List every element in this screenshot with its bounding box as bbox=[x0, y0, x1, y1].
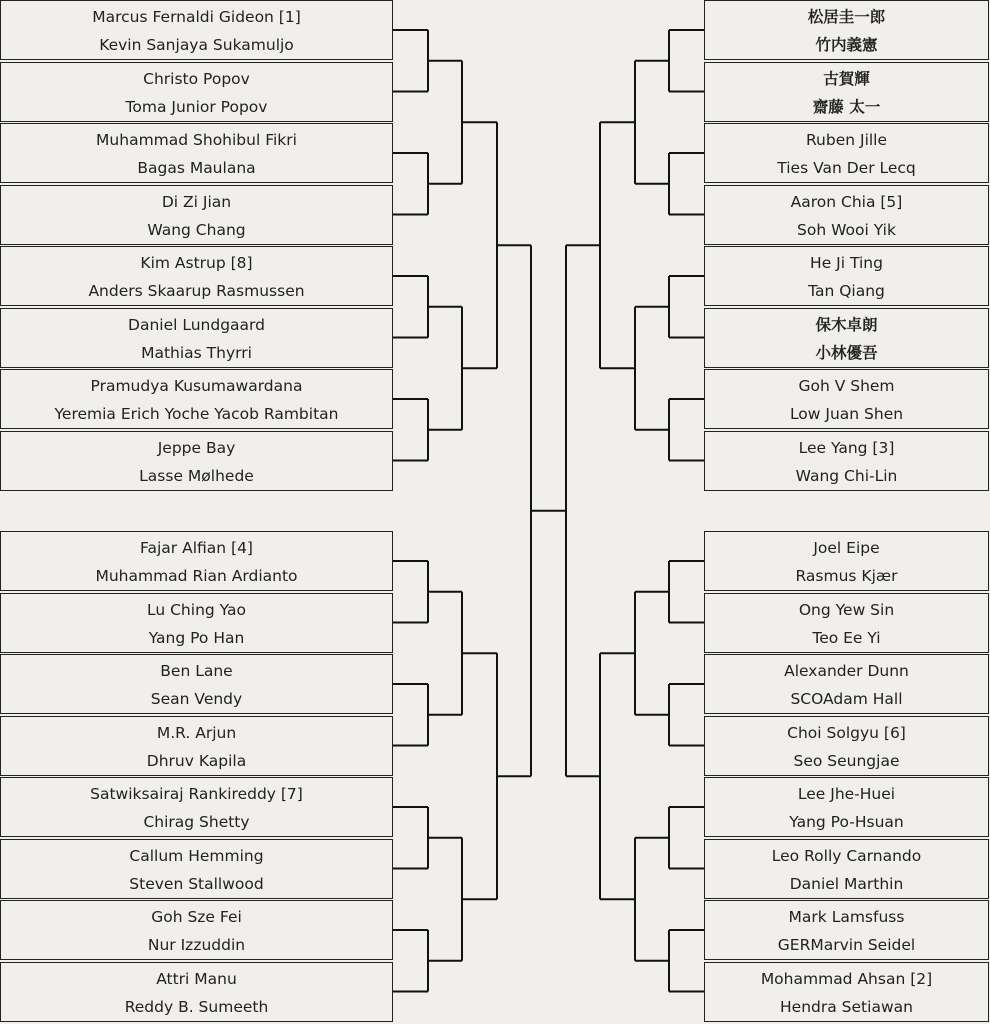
player-name: Ties Van Der Lecq bbox=[777, 159, 916, 177]
player-name: Goh V Shem bbox=[798, 377, 895, 395]
player-name: Chirag Shetty bbox=[143, 813, 250, 831]
player-name: Fajar Alfian [4] bbox=[140, 539, 253, 557]
player-name: 松居圭一郎 bbox=[807, 8, 886, 26]
player-name: Reddy B. Sumeeth bbox=[124, 997, 269, 1016]
player-name: Rasmus Kjær bbox=[795, 567, 898, 585]
player-name: Jeppe Bay bbox=[157, 438, 236, 457]
team-box bbox=[704, 185, 989, 245]
player-name: Choi Solgyu [6] bbox=[787, 723, 906, 742]
team-box bbox=[0, 777, 393, 837]
player-name: Mark Lamsfuss bbox=[788, 908, 905, 926]
player-name: 古賀輝 bbox=[823, 69, 870, 88]
player-name: He Ji Ting bbox=[810, 254, 883, 272]
team-box bbox=[0, 654, 393, 714]
player-name: Satwiksairaj Rankireddy [7] bbox=[90, 785, 303, 803]
player-name: Hendra Setiawan bbox=[780, 997, 913, 1016]
team-box bbox=[0, 431, 393, 491]
player-name: Yang Po Han bbox=[148, 628, 245, 647]
player-name: Daniel Marthin bbox=[789, 874, 904, 893]
team-box bbox=[704, 369, 989, 429]
player-name: Anders Skaarup Rasmussen bbox=[88, 282, 305, 300]
team-box bbox=[704, 593, 989, 653]
player-name: Nur Izzuddin bbox=[147, 936, 246, 954]
player-name: 齋藤 太一 bbox=[812, 97, 881, 116]
player-name: Yeremia Erich Yoche Yacob Rambitan bbox=[54, 405, 339, 423]
team-box bbox=[0, 593, 393, 653]
player-name: Yang Po-Hsuan bbox=[789, 813, 904, 831]
team-box bbox=[704, 900, 989, 960]
team-box bbox=[0, 900, 393, 960]
player-name: Sean Vendy bbox=[150, 690, 243, 708]
player-name: Aaron Chia [5] bbox=[790, 192, 903, 211]
player-name: Daniel Lundgaard bbox=[128, 315, 265, 334]
team-box bbox=[0, 62, 393, 122]
player-name: Leo Rolly Carnando bbox=[771, 846, 922, 865]
team-box bbox=[704, 62, 989, 122]
player-name: Ben Lane bbox=[160, 662, 233, 680]
player-name: Lee Jhe-Huei bbox=[797, 785, 896, 803]
player-name: Muhammad Rian Ardianto bbox=[95, 567, 298, 585]
player-name: Pramudya Kusumawardana bbox=[90, 377, 303, 395]
player-name: M.R. Arjun bbox=[156, 723, 237, 742]
player-name: 竹内義憲 bbox=[815, 36, 878, 54]
team-box bbox=[704, 431, 989, 491]
team-box bbox=[0, 716, 393, 776]
team-box bbox=[704, 531, 989, 591]
player-name: Mathias Thyrri bbox=[141, 343, 252, 362]
team-box bbox=[704, 246, 989, 306]
player-name: Steven Stallwood bbox=[129, 874, 264, 893]
team-box bbox=[704, 0, 989, 60]
player-name: Lu Ching Yao bbox=[147, 600, 246, 619]
player-name: Tan Qiang bbox=[808, 282, 885, 300]
player-name: Lasse Mølhede bbox=[139, 466, 254, 485]
player-name: Kim Astrup [8] bbox=[140, 254, 253, 272]
player-name: 小林優吾 bbox=[815, 343, 878, 362]
team-box bbox=[0, 962, 393, 1022]
team-box bbox=[0, 308, 393, 368]
player-name: Di Zi Jian bbox=[161, 192, 232, 211]
player-name: Bagas Maulana bbox=[137, 159, 256, 177]
player-name: Wang Chi-Lin bbox=[795, 466, 898, 485]
player-name: Ruben Jille bbox=[805, 131, 888, 149]
team-box bbox=[704, 654, 989, 714]
team-box bbox=[0, 531, 393, 591]
player-name: Toma Junior Popov bbox=[125, 97, 268, 116]
player-name: Marcus Fernaldi Gideon [1] bbox=[92, 8, 301, 26]
team-box bbox=[704, 716, 989, 776]
team-box bbox=[0, 0, 393, 60]
team-box bbox=[704, 777, 989, 837]
team-box bbox=[0, 123, 393, 183]
team-box bbox=[0, 246, 393, 306]
player-name: Callum Hemming bbox=[129, 846, 264, 865]
team-box bbox=[0, 185, 393, 245]
team-box bbox=[704, 962, 989, 1022]
player-name: Kevin Sanjaya Sukamuljo bbox=[99, 36, 294, 54]
team-box bbox=[704, 308, 989, 368]
player-name: Lee Yang [3] bbox=[798, 438, 895, 457]
team-box bbox=[0, 839, 393, 899]
team-box bbox=[704, 839, 989, 899]
player-name: Wang Chang bbox=[147, 220, 246, 239]
player-name: 保木卓朗 bbox=[815, 315, 878, 334]
player-name: Muhammad Shohibul Fikri bbox=[96, 131, 297, 149]
team-box bbox=[704, 123, 989, 183]
player-name: Christo Popov bbox=[143, 69, 250, 88]
player-name: SCOAdam Hall bbox=[790, 690, 903, 708]
player-name: Ong Yew Sin bbox=[798, 600, 895, 619]
player-name: Attri Manu bbox=[156, 969, 237, 988]
player-name: Goh Sze Fei bbox=[151, 908, 242, 926]
player-name: Mohammad Ahsan [2] bbox=[760, 969, 933, 988]
player-name: GERMarvin Seidel bbox=[777, 936, 916, 954]
player-name: Dhruv Kapila bbox=[146, 751, 247, 770]
player-name: Alexander Dunn bbox=[784, 662, 909, 680]
player-name: Soh Wooi Yik bbox=[797, 220, 896, 239]
team-box bbox=[0, 369, 393, 429]
player-name: Joel Eipe bbox=[813, 539, 880, 557]
player-name: Teo Ee Yi bbox=[812, 628, 881, 647]
player-name: Low Juan Shen bbox=[789, 405, 904, 423]
player-name: Seo Seungjae bbox=[793, 751, 900, 770]
